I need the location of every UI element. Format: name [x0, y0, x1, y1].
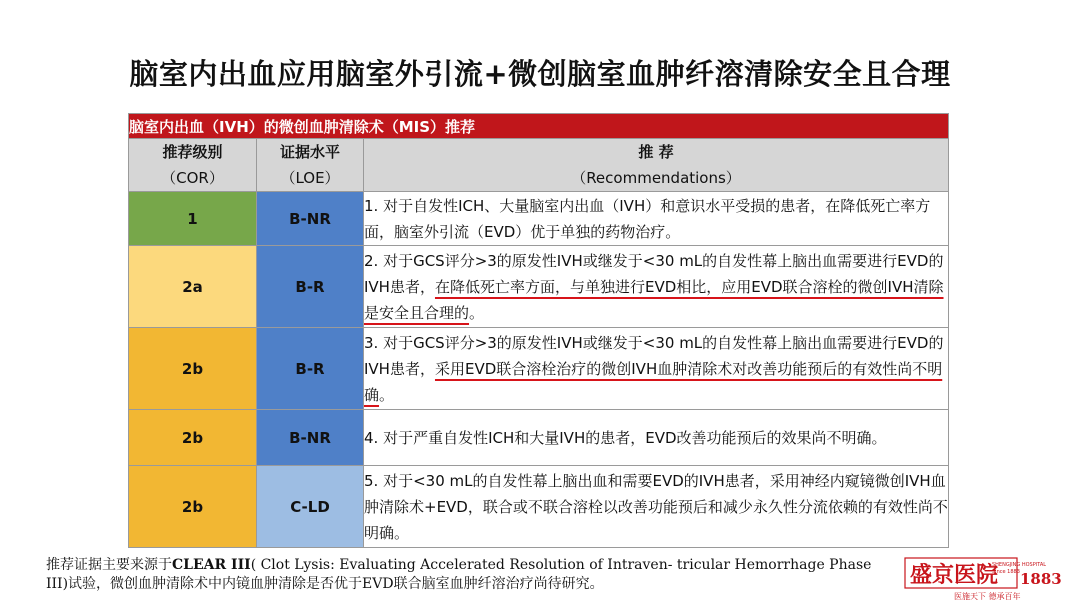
loe-cell: C-LD: [257, 466, 364, 548]
recommendation-cell: 5. 对于<30 mL的自发性幕上脑出血和需要EVD的IVH患者，采用神经内窥镜微创IVH血肿清除术+EVD，联合或不联合溶栓以改善功能预后和减少永久性分流依赖的有效性尚不明确。: [364, 466, 949, 548]
table-row: [129, 246, 949, 328]
table-row: [129, 410, 949, 466]
logo-year: 1883: [1020, 570, 1062, 588]
column-header-recommendations: 推 荐 （Recommendations）: [364, 139, 949, 192]
recommendation-cell: 3. 对于GCS评分>3的原发性IVH或继发于<30 mL的自发性幕上脑出血需要进行EVD的IVH患者，采用EVD联合溶栓治疗的微创IVH血肿清除术对改善功能预后的有效性尚不明确。: [364, 328, 949, 410]
column-header-row: [129, 139, 949, 192]
underlined-emphasis: 在降低死亡率方面，与单独进行EVD相比，应用EVD联合溶栓的微创IVH清除是安全且合理的: [364, 277, 944, 322]
cor-cell: 2b: [129, 466, 257, 548]
table-row: [129, 466, 949, 548]
svg-text:SHENGJING HOSPITAL: SHENGJING HOSPITAL: [992, 562, 1047, 568]
table-header-title: 脑室内出血（IVH）的微创血肿清除术（MIS）推荐: [129, 114, 949, 139]
svg-text:Since 1883: Since 1883: [992, 569, 1020, 575]
loe-cell: B-NR: [257, 410, 364, 466]
source-note: 推荐证据主要来源于CLEAR III( Clot Lysis: Evaluating Accelerated Resolution of Intraven- tricular Hemorrhage Phase III)试验，微创血肿清除术中内镜血肿清除是否优于EVD联合脑室血肿纤溶治疗尚待研究。: [46, 557, 872, 592]
recommendation-table: [128, 113, 949, 548]
table-row: [129, 192, 949, 246]
table-row: [129, 328, 949, 410]
logo-name: 盛京医院: [910, 562, 999, 588]
column-header-loe: 证据水平 （LOE）: [257, 139, 364, 192]
page-title: 脑室内出血应用脑室外引流+微创脑室血肿纤溶清除安全且合理: [129, 57, 951, 91]
loe-cell: B-R: [257, 246, 364, 328]
cor-cell: 2a: [129, 246, 257, 328]
cor-cell: 2b: [129, 328, 257, 410]
loe-cell: B-NR: [257, 192, 364, 246]
recommendation-cell: 4. 对于严重自发性ICH和大量IVH的患者，EVD改善功能预后的效果尚不明确。: [364, 410, 949, 466]
recommendation-cell: 2. 对于GCS评分>3的原发性IVH或继发于<30 mL的自发性幕上脑出血需要进行EVD的IVH患者，在降低死亡率方面，与单独进行EVD相比，应用EVD联合溶栓的微创IVH清除是安全且合理的。: [364, 246, 949, 328]
column-header-cor: 推荐级别 （COR）: [129, 139, 257, 192]
cor-cell: 2b: [129, 410, 257, 466]
hospital-logo: [904, 556, 1074, 602]
table-header-bar: [129, 114, 949, 139]
underlined-emphasis: 采用EVD联合溶栓治疗的微创IVH血肿清除术对改善功能预后的有效性尚不明确: [364, 359, 943, 404]
logo-motto: 医施天下 德承百年: [954, 592, 1021, 601]
recommendation-cell: 1. 对于自发性ICH、大量脑室内出血（IVH）和意识水平受损的患者，在降低死亡率方面，脑室外引流（EVD）优于单独的药物治疗。: [364, 192, 949, 246]
loe-cell: B-R: [257, 328, 364, 410]
cor-cell: 1: [129, 192, 257, 246]
